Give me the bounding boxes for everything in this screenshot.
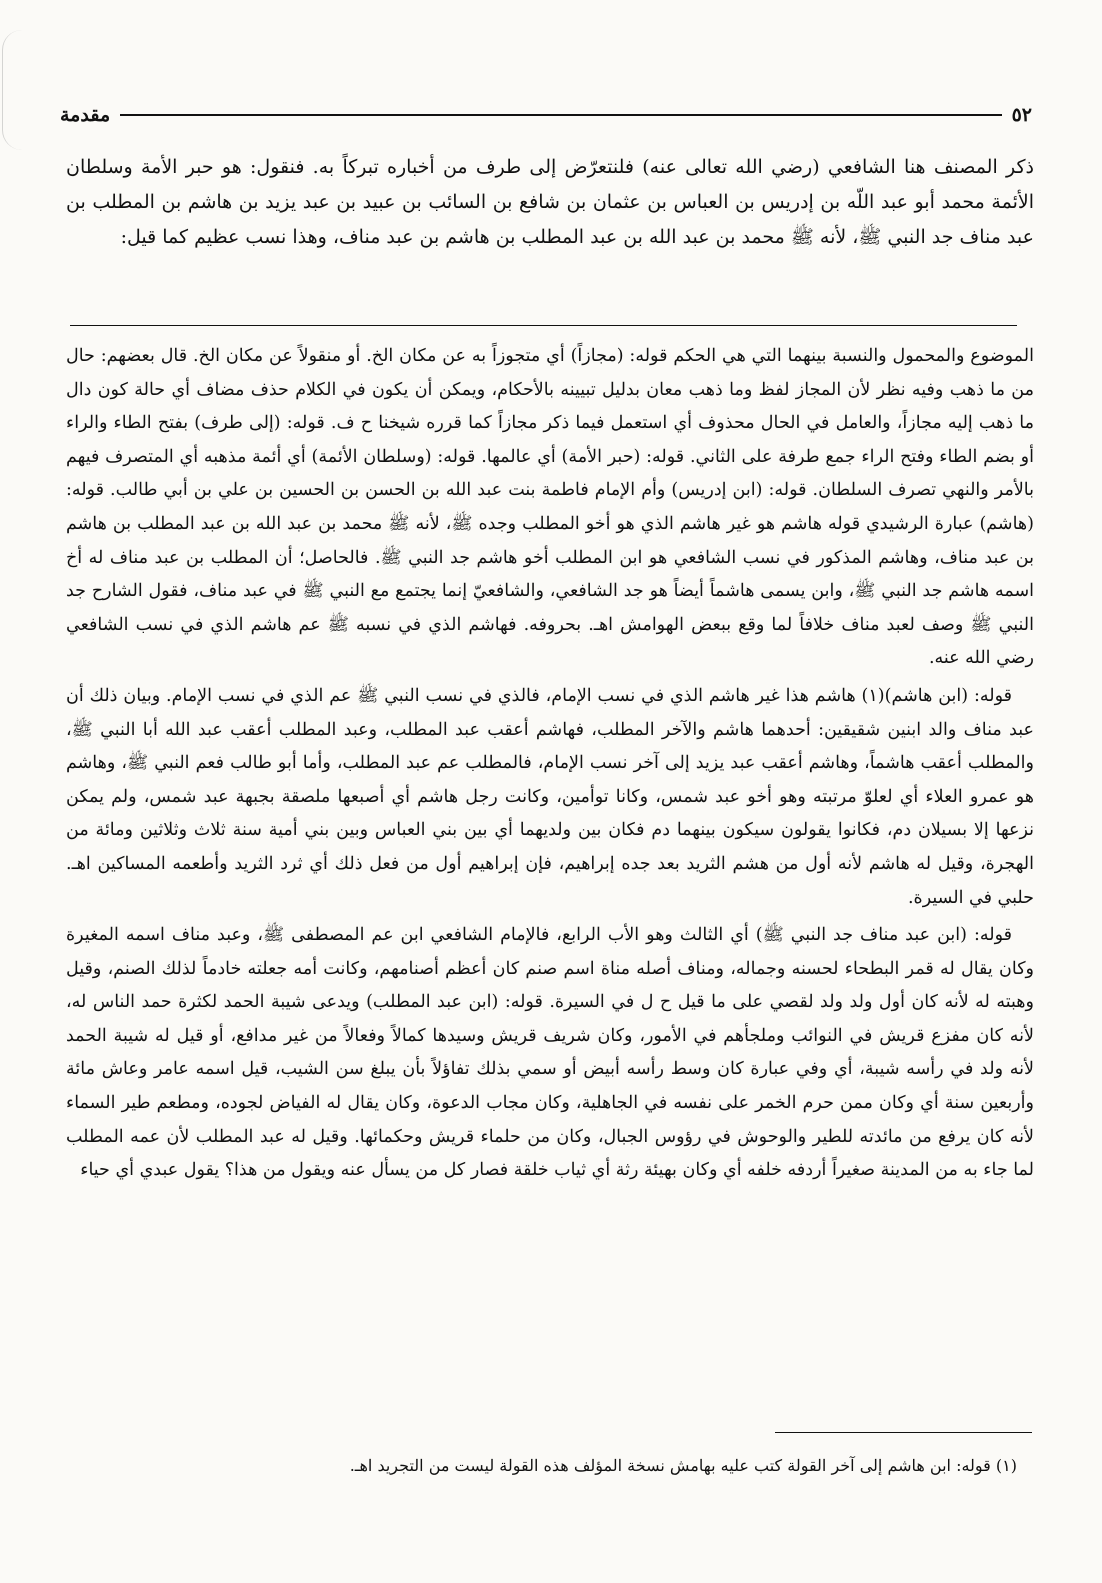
page-header [60,100,1032,130]
commentary [66,340,1034,1192]
commentary-paragraph: الموضوع والمحمول والنسبة بينهما التي هي الحكم قوله: (مجازاً) أي متجوزاً به عن مكان الخ. أو منقولاً عن مكان الخ. قال بعضهم: حال من ما ذهب وفيه نظر لأن المجاز لفظ وما ذهب معان بدليل تبيينه بالأحكام، ويمكن أن يكون في الكلام حذف مضاف أي حالة كون دال ما ذهب إليه مجازاً، والعامل في الحال محذوف أي استعمل فيما ذكر مجازاً كما قرره شيخنا ح ف. قوله: (إلى طرف) بفتح الطاء والراء أو بضم الطاء وفتح الراء جمع طرفة على الثاني. قوله: (حبر الأمة) أي عالمها. قوله: (وسلطان الأئمة) أي أئمة مذهبه أي المتصرف فيهم بالأمر والنهي تصرف السلطان. قوله: (ابن إدريس) وأم الإمام فاطمة بنت عبد الله بن الحسن بن الحسين بن علي بن أبي طالب. قوله: (هاشم) عبارة الرشيدي قوله هاشم هو غير هاشم الذي هو أخو المطلب وجده ﷺ، لأنه ﷺ محمد بن عبد الله بن عبد المطلب بن هاشم بن عبد مناف، وهاشم المذكور في نسب الشافعي هو ابن المطلب أخو هاشم جد النبي ﷺ. فالحاصل؛ أن المطلب بن عبد مناف له أخ اسمه هاشم جد النبي ﷺ، وابن يسمى هاشماً أيضاً هو جد الشافعي، والشافعيّ إنما يجتمع مع النبي ﷺ في عبد مناف، فقول الشارح جد النبي ﷺ وصف لعبد مناف خلافاً لما وقع ببعض الهوامش اهـ. بحروفه. فهاشم الذي في نسبه ﷺ عم هاشم الذي في نسب الشافعي رضي الله عنه. [66,346,1034,669]
commentary-paragraph: قوله: (ابن عبد مناف جد النبي ﷺ) أي الثالث وهو الأب الرابع، فالإمام الشافعي ابن عم المصطفى ﷺ، وعبد مناف اسمه المغيرة وكان يقال له قمر البطحاء لحسنه وجماله، ومناف أصله مناة اسم صنم كان أعظم أصنامهم، وكانت أمه جعلته خادماً لذلك الصنم، وقيل وهبته له لأنه كان أول ولد ولد لقصي على ما قيل ح ل في السيرة. قوله: (ابن عبد المطلب) ويدعى شيبة الحمد لكثرة حمد الناس له، لأنه كان مفزع قريش في النوائب وملجأهم في الأمور، وكان شريف قريش وسيدها كمالاً وفعالاً من غير مدافع، أو قيل له شيبة الحمد لأنه ولد في رأسه شيبة، أي وفي عبارة كان وسط رأسه أبيض أو سمي بذلك تفاؤلاً بأن يبلغ سن الشيب، قيل اسمه عامر وعاش مائة وأربعين سنة أي وكان ممن حرم الخمر على نفسه في الجاهلية، وكان مجاب الدعوة، وكان يقال له الفياض لجوده، ومطعم طير السماء لأنه كان يرفع من مائدته للطير والوحوش في رؤوس الجبال، وكان من حلماء قريش وحكمائها. وقيل له عبد المطلب لأن عمه المطلب لما جاء به من المدينة صغيراً أردفه خلفه أي وكان بهيئة رثة أي ثياب خلقة فصار كل من يسأل عنه ويقول من هذا؟ يقول عبدي أي حياء [66,925,1034,1181]
footnote: (١) قوله: ابن هاشم إلى آخر القولة كتب عليه بهامش نسخة المؤلف هذه القولة ليست من التجريد اهـ. [349,1456,1017,1475]
header-rule [120,114,1001,116]
commentary-paragraph: قوله: (ابن هاشم)(١) هاشم هذا غير هاشم الذي في نسب الإمام، فالذي في نسب النبي ﷺ عم الذي في نسب الإمام. وبيان ذلك أن عبد مناف والد ابنين شقيقين: أحدهما هاشم والآخر المطلب، فهاشم أعقب عبد المطلب، وعبد المطلب أعقب عبد الله أبا النبي ﷺ، والمطلب أعقب هاشماً، وهاشم أعقب عبد يزيد إلى آخر نسب الإمام، فالمطلب عم عبد المطلب، وأما أبو طالب فعم النبي ﷺ، وهاشم هو عمرو العلاء أي لعلوّ مرتبته وهو أخو عبد شمس، وكانا توأمين، وكانت رجل هاشم أي أصبعها ملصقة بجبهة عبد شمس، ولم يمكن نزعها إلا بسيلان دم، فكانوا يقولون سيكون بينهما دم فكان بين ولديهما أي بين بني العباس وبين بني أمية سنة ثلاث وثلاثين ومائة من الهجرة، وقيل له هاشم لأنه أول من هشم الثريد بعد جده إبراهيم، فإن إبراهيم أول من فعل ذلك أي ثرد الثريد وأطعمه المساكين اهـ. حلبي في السيرة. [66,685,1034,908]
footnote-separator [775,1432,1032,1433]
main-text: ذكر المصنف هنا الشافعي (رضي الله تعالى عنه) فلنتعرّض إلى طرف من أخباره تبركاً به. فنقول: هو حبر الأمة وسلطان الأئمة محمد أبو عبد اللّه بن إدريس بن العباس بن عثمان بن شافع بن السائب بن عبيد بن عبد يزيد بن هاشم بن المطلب بن عبد مناف جد النبي ﷺ، لأنه ﷺ محمد بن عبد الله بن عبد المطلب بن هاشم بن عبد مناف، وهذا نسب عظيم كما قيل: [66,156,1034,248]
scan-edge-mark [2,30,43,150]
page-number: ٥٢ [1011,104,1032,126]
running-title: مقدمة [60,104,111,126]
text-commentary-separator [70,325,1017,326]
